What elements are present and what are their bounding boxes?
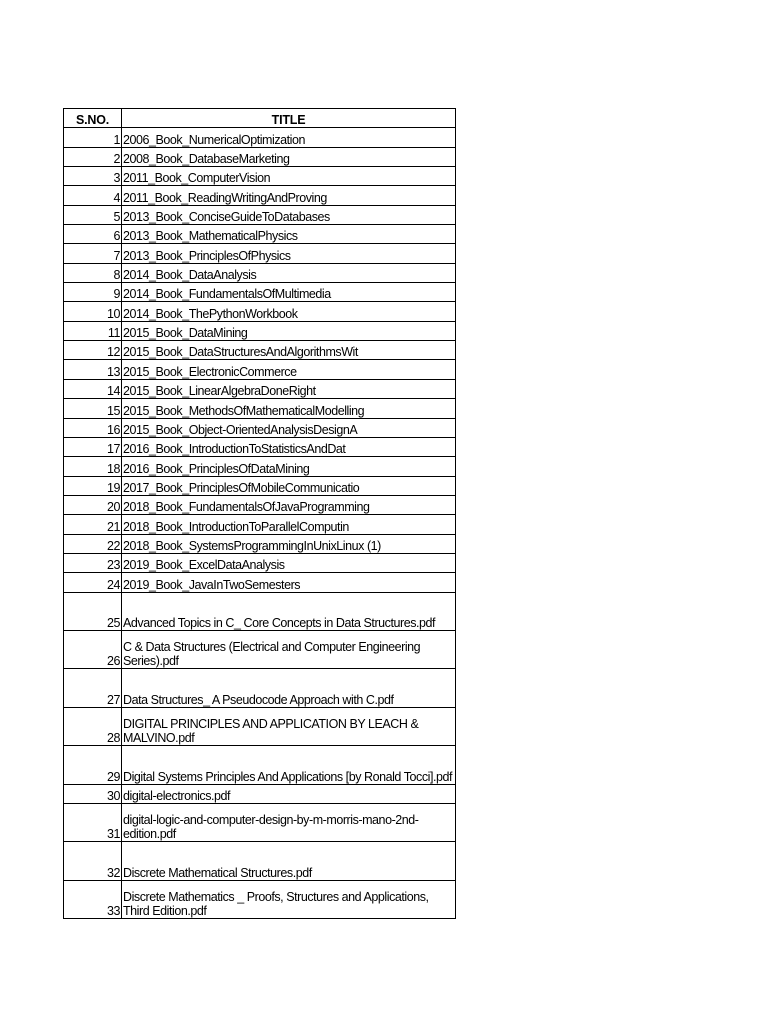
table-row [64, 707, 456, 745]
table-row [64, 128, 456, 147]
cell-title: DIGITAL PRINCIPLES AND APPLICATION BY LEACH & MALVINO.pdf [122, 707, 456, 745]
table-row [64, 630, 456, 668]
table-row [64, 515, 456, 534]
cell-title: 2018_Book_FundamentalsOfJavaProgramming [122, 495, 456, 514]
table-row [64, 437, 456, 456]
cell-sno: 31 [64, 803, 122, 841]
cell-sno: 10 [64, 302, 122, 321]
table-row [64, 341, 456, 360]
cell-title: 2015_Book_LinearAlgebraDoneRight [122, 379, 456, 398]
cell-sno: 9 [64, 283, 122, 302]
table-row [64, 746, 456, 784]
cell-sno: 24 [64, 573, 122, 592]
column-header-title: TITLE [122, 109, 456, 128]
table-row [64, 534, 456, 553]
cell-sno: 4 [64, 186, 122, 205]
cell-sno: 14 [64, 379, 122, 398]
cell-title: 2014_Book_DataAnalysis [122, 263, 456, 282]
table-row [64, 784, 456, 803]
table-header-row [64, 109, 456, 128]
cell-sno: 23 [64, 553, 122, 572]
table-row [64, 399, 456, 418]
cell-title: 2017_Book_PrinciplesOfMobileCommunicatio [122, 476, 456, 495]
cell-title: 2008_Book_DatabaseMarketing [122, 147, 456, 166]
cell-sno: 26 [64, 630, 122, 668]
table-row [64, 263, 456, 282]
column-header-sno: S.NO. [64, 109, 122, 128]
table-row [64, 418, 456, 437]
cell-title: 2019_Book_ExcelDataAnalysis [122, 553, 456, 572]
cell-title: 2006_Book_NumericalOptimization [122, 128, 456, 147]
table-row [64, 225, 456, 244]
cell-title: 2015_Book_Object-OrientedAnalysisDesignA [122, 418, 456, 437]
cell-sno: 18 [64, 457, 122, 476]
table-row [64, 592, 456, 630]
table-row [64, 302, 456, 321]
cell-sno: 21 [64, 515, 122, 534]
cell-sno: 33 [64, 880, 122, 918]
table-row [64, 244, 456, 263]
cell-sno: 7 [64, 244, 122, 263]
cell-title: 2015_Book_DataMining [122, 321, 456, 340]
cell-title: 2011_Book_ReadingWritingAndProving [122, 186, 456, 205]
cell-title: Advanced Topics in C_ Core Concepts in Data Structures.pdf [122, 592, 456, 630]
table-row [64, 379, 456, 398]
table-row [64, 205, 456, 224]
cell-sno: 3 [64, 167, 122, 186]
cell-sno: 6 [64, 225, 122, 244]
table-row [64, 283, 456, 302]
cell-sno: 1 [64, 128, 122, 147]
book-list-table [63, 108, 456, 919]
table-row [64, 321, 456, 340]
cell-sno: 12 [64, 341, 122, 360]
cell-sno: 25 [64, 592, 122, 630]
table-row [64, 476, 456, 495]
cell-sno: 17 [64, 437, 122, 456]
table-row [64, 495, 456, 514]
cell-title: 2015_Book_MethodsOfMathematicalModelling [122, 399, 456, 418]
table-row [64, 669, 456, 707]
cell-title: Data Structures_ A Pseudocode Approach with C.pdf [122, 669, 456, 707]
cell-sno: 2 [64, 147, 122, 166]
cell-title: Discrete Mathematical Structures.pdf [122, 842, 456, 880]
cell-title: 2016_Book_PrinciplesOfDataMining [122, 457, 456, 476]
cell-title: Discrete Mathematics _ Proofs, Structures and Applications, Third Edition.pdf [122, 880, 456, 918]
cell-title: 2013_Book_MathematicalPhysics [122, 225, 456, 244]
cell-title: 2013_Book_ConciseGuideToDatabases [122, 205, 456, 224]
table-row [64, 880, 456, 918]
cell-title: 2013_Book_PrinciplesOfPhysics [122, 244, 456, 263]
table-row [64, 803, 456, 841]
cell-title: 2015_Book_DataStructuresAndAlgorithmsWit [122, 341, 456, 360]
cell-title: digital-electronics.pdf [122, 784, 456, 803]
cell-title: 2019_Book_JavaInTwoSemesters [122, 573, 456, 592]
table-row [64, 457, 456, 476]
cell-title: 2018_Book_IntroductionToParallelComputin [122, 515, 456, 534]
cell-sno: 28 [64, 707, 122, 745]
cell-sno: 16 [64, 418, 122, 437]
cell-sno: 29 [64, 746, 122, 784]
table-row [64, 360, 456, 379]
cell-sno: 15 [64, 399, 122, 418]
cell-sno: 30 [64, 784, 122, 803]
table-row [64, 553, 456, 572]
cell-sno: 19 [64, 476, 122, 495]
cell-sno: 5 [64, 205, 122, 224]
cell-title: 2018_Book_SystemsProgrammingInUnixLinux (1) [122, 534, 456, 553]
table-row [64, 147, 456, 166]
cell-sno: 8 [64, 263, 122, 282]
cell-title: digital-logic-and-computer-design-by-m-morris-mano-2nd-edition.pdf [122, 803, 456, 841]
cell-sno: 27 [64, 669, 122, 707]
table-row [64, 573, 456, 592]
cell-title: 2016_Book_IntroductionToStatisticsAndDat [122, 437, 456, 456]
cell-sno: 20 [64, 495, 122, 514]
cell-title: 2014_Book_FundamentalsOfMultimedia [122, 283, 456, 302]
table-row [64, 167, 456, 186]
cell-title: 2011_Book_ComputerVision [122, 167, 456, 186]
cell-title: 2015_Book_ElectronicCommerce [122, 360, 456, 379]
cell-sno: 32 [64, 842, 122, 880]
table-row [64, 842, 456, 880]
cell-sno: 11 [64, 321, 122, 340]
cell-title: C & Data Structures (Electrical and Computer Engineering Series).pdf [122, 630, 456, 668]
table-row [64, 186, 456, 205]
cell-sno: 22 [64, 534, 122, 553]
cell-sno: 13 [64, 360, 122, 379]
cell-title: Digital Systems Principles And Applications [by Ronald Tocci].pdf [122, 746, 456, 784]
cell-title: 2014_Book_ThePythonWorkbook [122, 302, 456, 321]
